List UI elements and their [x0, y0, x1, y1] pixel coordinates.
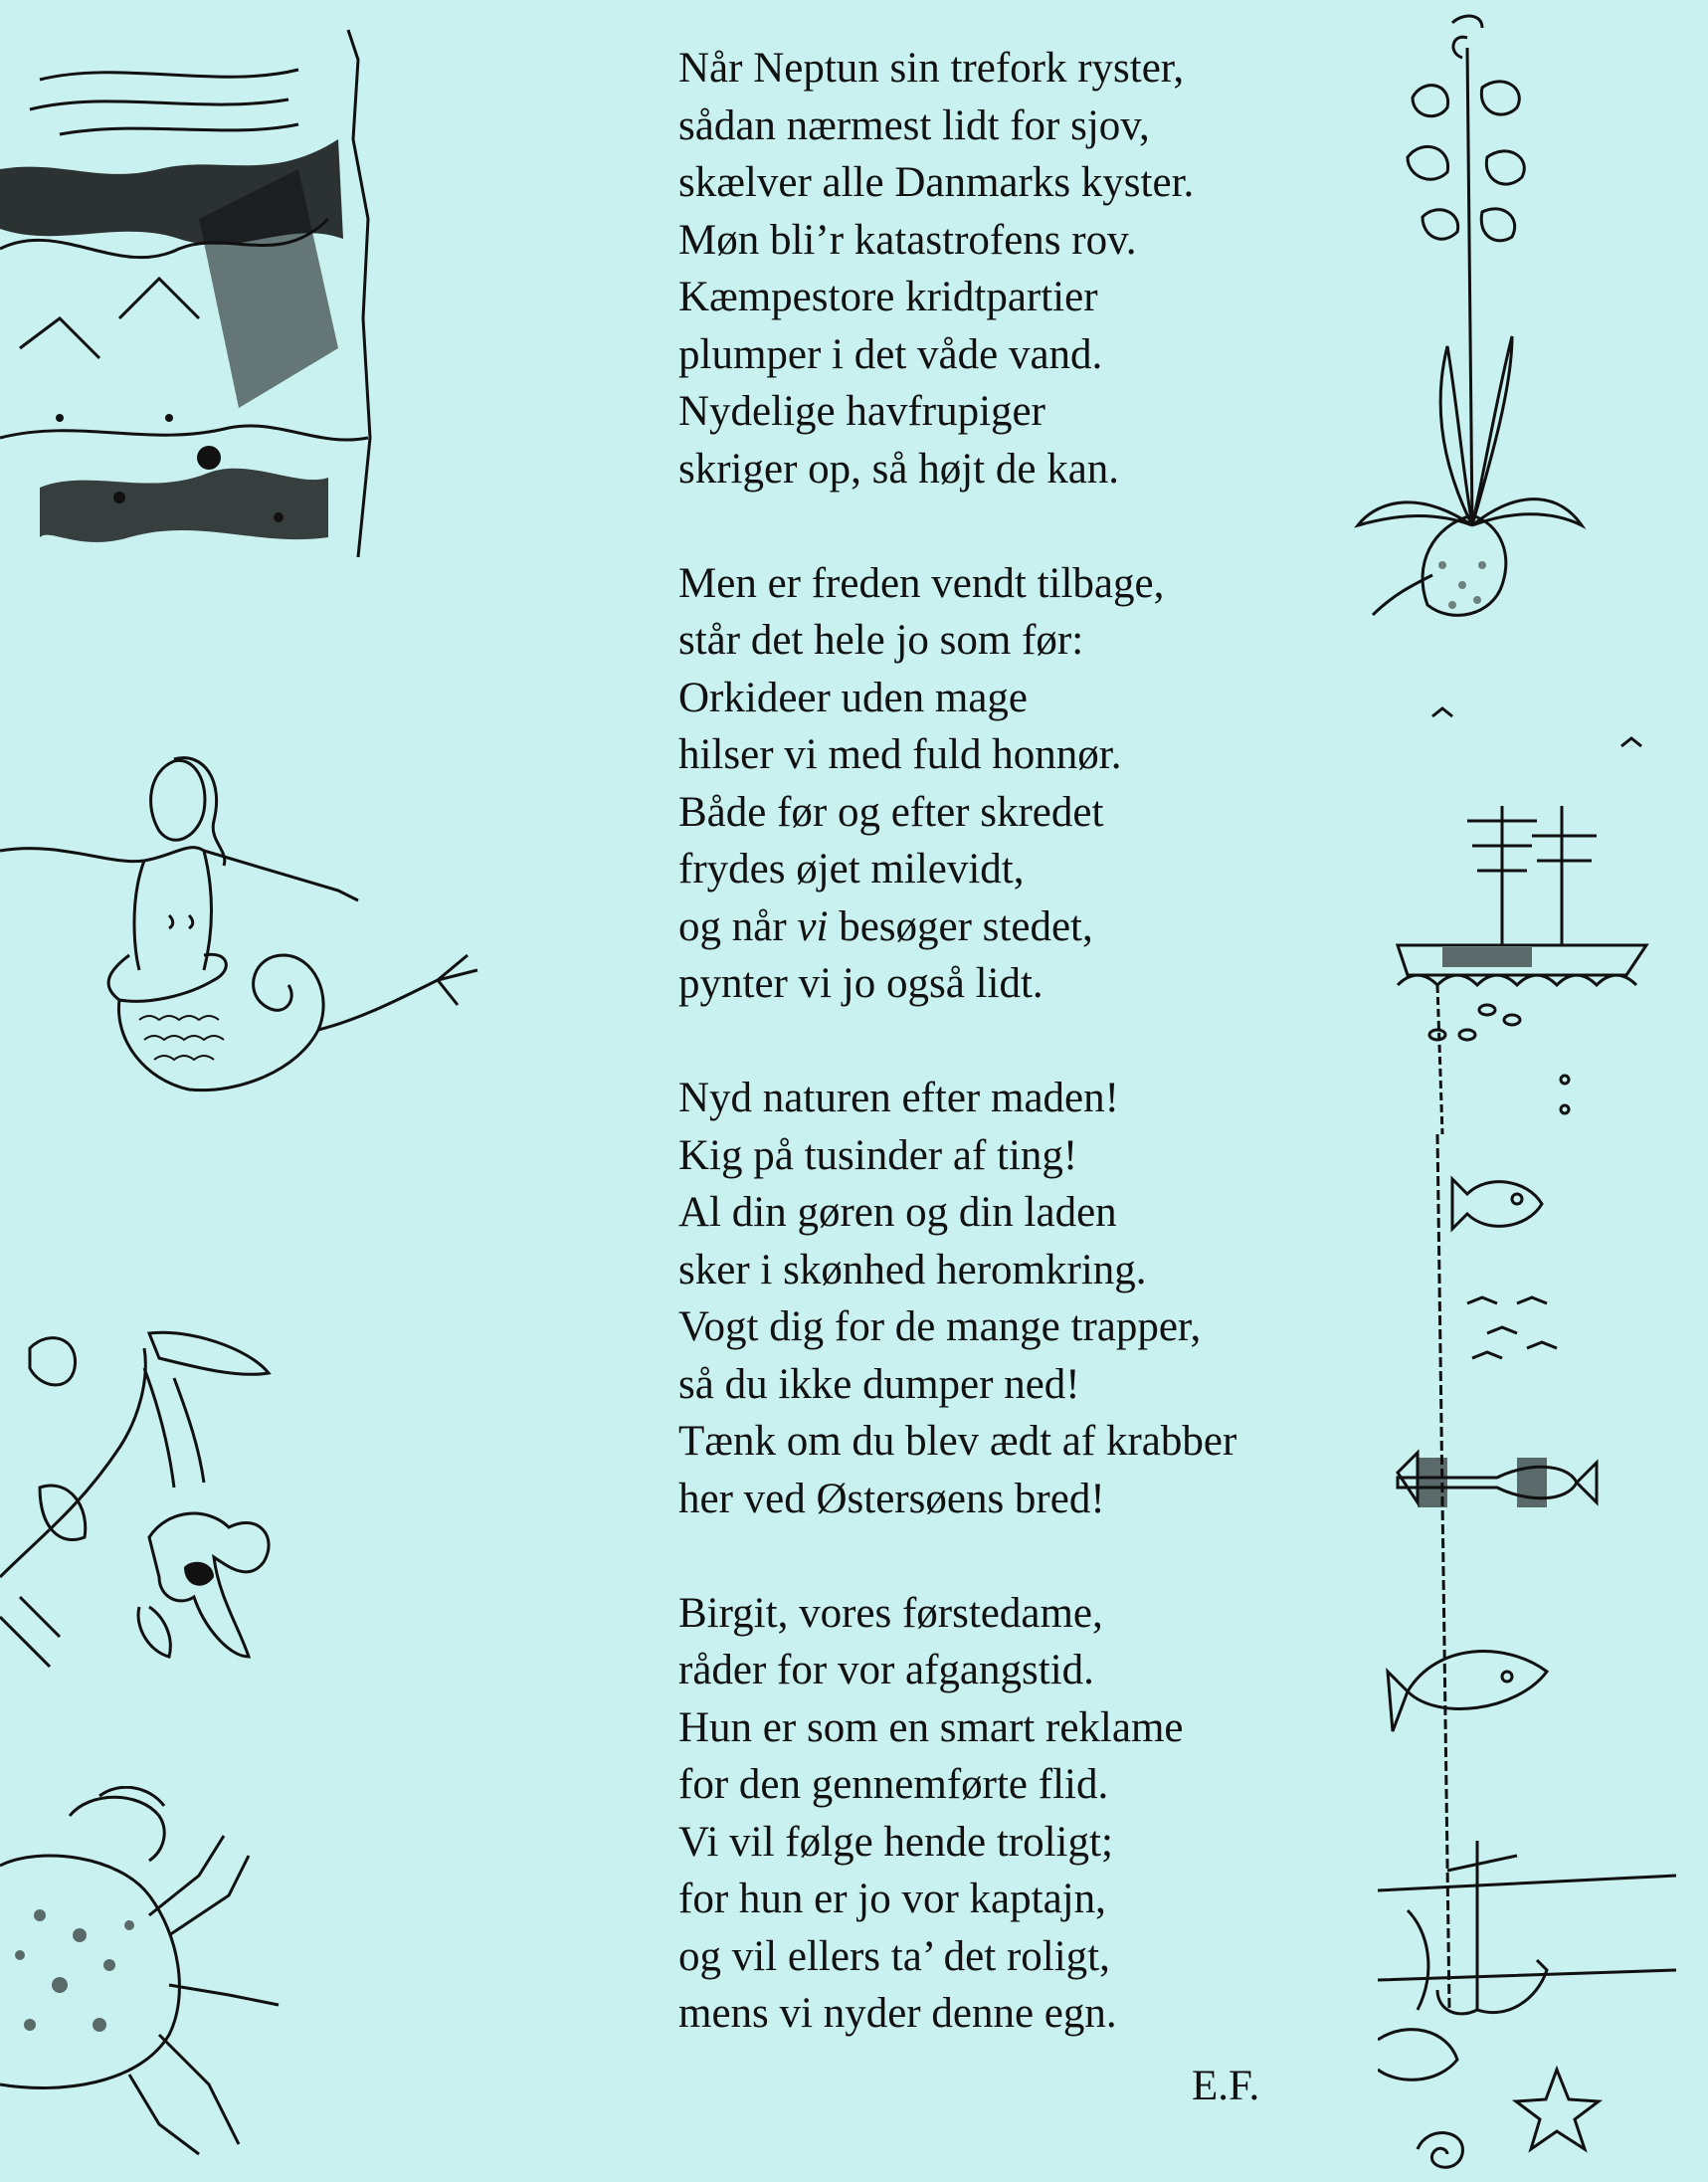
poem-line: Nyd naturen efter maden! [678, 1075, 1119, 1121]
poem-line: Vi vil følge hende troligt; [678, 1818, 1113, 1866]
poem-line: Men er freden vendt tilbage, [678, 559, 1165, 607]
stanza-1 [678, 40, 1355, 497]
poem-line: frydes øjet milevidt, [678, 846, 1025, 893]
poem-line [678, 898, 1355, 956]
poem-line: råder for vor afgangstid. [678, 1647, 1094, 1693]
poem-line: Kig på tusinder af ting! [678, 1131, 1078, 1179]
poem-line: og vil ellers ta’ det roligt, [678, 1932, 1110, 1980]
poem-line: her ved Østersøens bred! [678, 1475, 1105, 1522]
poem-line: Orkideer uden mage [678, 674, 1029, 721]
poem-line: hilser vi med fuld honnør. [678, 731, 1122, 778]
poem-line: for hun er jo vor kaptajn, [678, 1876, 1106, 1922]
poem-line: sker i skønhed heromkring. [678, 1246, 1147, 1293]
poem-emphasis: vi [797, 902, 829, 950]
poem [678, 40, 1355, 2099]
poem-line: for den gennemførte flid. [678, 1761, 1109, 1808]
poem-line: Møn bli’r katastrofens rov. [678, 216, 1137, 264]
poem-line: sådan nærmest lidt for sjov, [678, 101, 1150, 149]
ship-and-sea-icon [1348, 687, 1691, 1134]
poem-line: Vogt dig for de mange trapper, [678, 1303, 1202, 1350]
poem-line: står det hele jo som før: [678, 617, 1084, 664]
signature: E.F. [1192, 2063, 1260, 2109]
poem-line: skriger op, så højt de kan. [678, 445, 1120, 493]
poem-line: mens vi nyder denne egn. [678, 1990, 1117, 2037]
poem-line: plumper i det våde vand. [678, 330, 1103, 378]
anchor-and-fish-icon [1378, 1134, 1676, 2182]
poem-line-part: og når [678, 902, 798, 950]
orchid-sprig-icon [0, 1308, 308, 1682]
crab-icon [0, 1786, 298, 2164]
poem-line: Birgit, vores førstedame, [678, 1589, 1103, 1637]
mermaid-icon [0, 741, 507, 1124]
poem-line: Når Neptun sin trefork ryster, [678, 45, 1185, 92]
poem-line: Nydelige havfrupiger [678, 388, 1045, 435]
poem-line: Både før og efter skredet [678, 788, 1104, 836]
stanza-2 [678, 555, 1355, 1013]
poem-line: Al din gøren og din laden [678, 1189, 1117, 1236]
poem-line-part: besøger stedet, [828, 902, 1093, 950]
poem-line: Hun er som en smart reklame [678, 1703, 1184, 1751]
orchid-plant-icon [1353, 8, 1592, 635]
cliff-coast-icon [0, 20, 383, 577]
stanza-4 [678, 1585, 1355, 2043]
poem-line: pynter vi jo også lidt. [678, 960, 1044, 1007]
stanza-3 [678, 1070, 1355, 1527]
poem-line: Tænk om du blev ædt af krabber [678, 1418, 1237, 1465]
poem-line: så du ikke dumper ned! [678, 1360, 1080, 1408]
poem-line: Kæmpestore kridtpartier [678, 274, 1098, 320]
poem-line: skælver alle Danmarks kyster. [678, 159, 1195, 206]
